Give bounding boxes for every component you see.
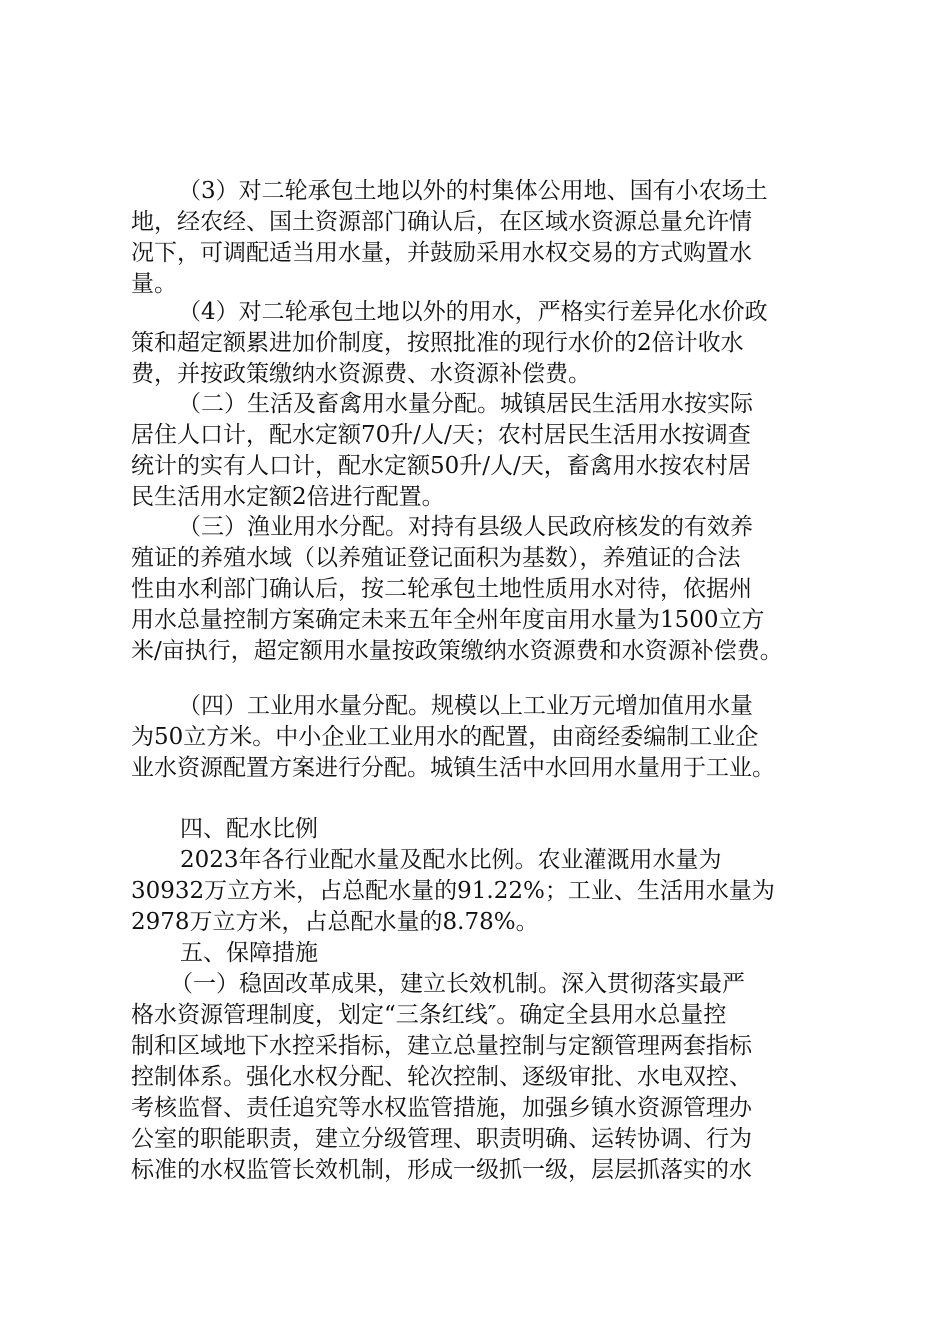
text-line: 控制体系。强化水权分配、轮次控制、逐级审批、水电双控、 <box>131 1064 752 1090</box>
text-line: 公室的职能职责，建立分级管理、职责明确、运转协调、行为 <box>131 1126 752 1152</box>
text-line: 为50立方米。中小企业工业用水的配置，由商经委编制工业企 <box>131 724 759 750</box>
text-line: 居住人口计，配水定额70升/人/天；农村居民生活用水按调查 <box>131 422 751 448</box>
text-line: 格水资源管理制度，划定“三条红线″。确定全县用水总量控 <box>131 1002 727 1028</box>
text-line: 米/亩执行，超定额用水量按政策缴纳水资源费和水资源补偿费。 <box>131 638 783 664</box>
text-line: 标准的水权监管长效机制，形成一级抓一级，层层抓落实的水 <box>131 1157 752 1183</box>
text-line: 用水总量控制方案确定未来五年全州年度亩用水量为1500立方 <box>131 607 765 633</box>
text-line: 况下，可调配适当用水量，并鼓励采用水权交易的方式购置水 <box>131 240 752 266</box>
text-line: （四）工业用水量分配。规模以上工业万元增加值用水量 <box>178 693 753 719</box>
text-line: 业水资源配置方案进行分配。城镇生活中水回用水量用于工业。 <box>131 755 775 781</box>
text-line: （3）对二轮承包土地以外的村集体公用地、国有小农场土 <box>178 178 768 204</box>
text-line: 30932万立方米，占总配水量的91.22%；工业、生活用水量为 <box>131 878 775 904</box>
text-line: 地，经农经、国土资源部门确认后，在区域水资源总量允许情 <box>131 209 752 235</box>
text-line: 2978万立方米，占总配水量的8.78%。 <box>131 909 539 935</box>
text-line: 民生活用水定额2倍进行配置。 <box>131 484 445 510</box>
text-line: （二）生活及畜禽用水量分配。城镇居民生活用水按实际 <box>178 391 753 417</box>
text-line: 统计的实有人口计，配水定额50升/人/天，畜禽用水按农村居 <box>131 453 751 479</box>
text-line: 制和区域地下水控采指标，建立总量控制与定额管理两套指标 <box>131 1033 752 1059</box>
text-line: 殖证的养殖水域（以养殖证登记面积为基数），养殖证的合法 <box>131 545 741 571</box>
text-line: 性由水利部门确认后，按二轮承包土地性质用水对待，依据州 <box>131 576 752 602</box>
text-line: 考核监督、责任追究等水权监管措施，加强乡镇水资源管理办 <box>131 1095 752 1121</box>
text-line: 策和超定额累进加价制度，按照批准的现行水价的2倍计收水 <box>131 330 744 356</box>
section-heading: 四、配水比例 <box>180 816 318 842</box>
text-line: （三）渔业用水分配。对持有县级人民政府核发的有效养 <box>178 514 753 540</box>
section-heading: 五、保障措施 <box>180 940 318 966</box>
text-line: 费，并按政策缴纳水资源费、水资源补偿费。 <box>131 361 591 387</box>
text-line: 量。 <box>131 271 177 297</box>
text-line: 2023年各行业配水量及配水比例。农业灌溉用水量为 <box>180 847 722 873</box>
text-line: （4）对二轮承包土地以外的用水，严格实行差异化水价政 <box>178 299 768 325</box>
text-line: （一）稳固改革成果，建立长效机制。深入贯彻落实最严 <box>170 971 745 997</box>
